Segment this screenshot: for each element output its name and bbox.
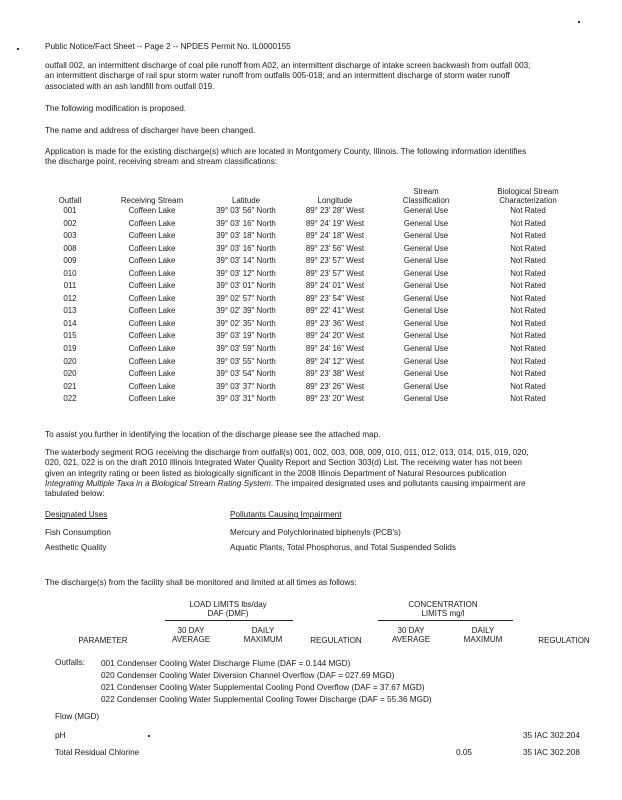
col-outfall: Outfall bbox=[58, 195, 82, 205]
waterbody-line-rest: . The impaired designated uses and pollutants causing impairment are bbox=[270, 478, 526, 488]
outfall-row bbox=[38, 318, 584, 331]
cell-biological: Not Rated bbox=[510, 394, 546, 404]
cell-receiving-stream: Coffeen Lake bbox=[128, 206, 176, 215]
param-regulation: 35 IAC 302.204 bbox=[523, 731, 580, 740]
outfall-row bbox=[38, 305, 584, 318]
designated-uses-header: Designated Uses bbox=[45, 510, 108, 519]
outfall-row bbox=[38, 280, 584, 293]
cell-receiving-stream: Coffeen Lake bbox=[128, 369, 176, 379]
waterbody-paragraph bbox=[45, 448, 590, 499]
conc-daily-line1: DAILY bbox=[471, 626, 495, 635]
cell-classification: General Use bbox=[403, 331, 449, 341]
load-limits-rule bbox=[165, 620, 293, 621]
cell-outfall: 011 bbox=[63, 281, 77, 291]
col-biological-line2: Characterization bbox=[499, 195, 557, 205]
cell-receiving-stream: Coffeen Lake bbox=[128, 331, 176, 341]
waterbody-line: 020, 021, 022 is on the draft 2010 Illinois Integrated Water Quality Report and Section 303(d) List. The receiving water has not been bbox=[45, 458, 522, 468]
load-daily-line1: DAILY bbox=[251, 626, 275, 635]
cell-longitude: 89° 23' 28" West bbox=[305, 206, 365, 215]
cell-receiving-stream: Coffeen Lake bbox=[128, 281, 176, 291]
application-paragraph bbox=[45, 147, 590, 168]
load-daily-line2: MAXIMUM bbox=[243, 635, 283, 645]
outfall-row bbox=[38, 368, 584, 381]
scan-speck bbox=[578, 21, 580, 23]
regulation-header-1: REGULATION bbox=[310, 636, 362, 645]
cell-biological: Not Rated bbox=[510, 344, 546, 354]
outfall-row bbox=[38, 243, 584, 256]
cell-classification: General Use bbox=[403, 281, 449, 291]
monitored-paragraph: The discharge(s) from the facility shall be monitored and limited at all times as follows: bbox=[45, 578, 357, 587]
outfall-description-list bbox=[101, 658, 432, 706]
outfall-row bbox=[38, 381, 584, 394]
map-paragraph: To assist you further in identifying the location of the discharge please see the attached map. bbox=[45, 430, 381, 439]
cell-longitude: 89° 24' 19" West bbox=[305, 218, 365, 228]
cell-outfall: 008 bbox=[63, 243, 77, 253]
cell-longitude: 89° 23' 54" West bbox=[305, 293, 365, 303]
cell-biological: Not Rated bbox=[510, 356, 546, 366]
cell-outfall: 019 bbox=[63, 344, 77, 354]
outfall-row bbox=[38, 393, 584, 406]
outfall-row bbox=[38, 205, 584, 218]
parameter-header: PARAMETER bbox=[78, 636, 128, 645]
cell-longitude: 89° 23' 26" West bbox=[305, 381, 365, 391]
cell-latitude: 39° 03' 31" North bbox=[216, 394, 276, 404]
cell-longitude: 89° 23' 20" West bbox=[305, 394, 365, 404]
scan-speck bbox=[148, 735, 150, 737]
outfall-row bbox=[38, 230, 584, 243]
cell-outfall: 013 bbox=[63, 306, 77, 316]
outfall-row bbox=[38, 255, 584, 268]
cell-outfall: 022 bbox=[63, 394, 77, 404]
cell-outfall: 009 bbox=[63, 256, 77, 266]
cell-biological: Not Rated bbox=[510, 318, 546, 328]
pollutant: Mercury and Polychlorinated biphenyls (PCB's) bbox=[230, 528, 401, 537]
cell-longitude: 89° 23' 36" West bbox=[305, 318, 365, 328]
cell-classification: General Use bbox=[403, 206, 449, 215]
outfall-row bbox=[38, 343, 584, 356]
intro-line: an intermittent discharge of rail spur storm water runoff from outfalls 005-018; and an intermittent discharge of storm water runoff bbox=[45, 71, 510, 81]
application-line: the discharge point, receiving stream and stream classifications: bbox=[45, 157, 278, 167]
outfall-description: 021 Condenser Cooling Water Supplemental Cooling Pond Overflow (DAF = 37.67 MGD) bbox=[101, 683, 425, 692]
waterbody-line: The waterbody segment ROG receiving the discharge from outfall(s) 001, 002, 003, 008, 009, 010, 011, 012, 013, 014, 015, 019, 020, bbox=[45, 448, 529, 457]
param-regulation: 35 IAC 302.208 bbox=[523, 748, 580, 757]
cell-receiving-stream: Coffeen Lake bbox=[128, 356, 176, 366]
cell-longitude: 89° 23' 57" West bbox=[305, 268, 365, 278]
col-classification-line1: Stream bbox=[413, 186, 439, 196]
load-limits-line2: DAF (DMF) bbox=[207, 609, 249, 619]
cell-classification: General Use bbox=[403, 268, 449, 278]
cell-latitude: 39° 03' 16" North bbox=[216, 218, 276, 228]
cell-biological: Not Rated bbox=[510, 281, 546, 291]
outfall-table bbox=[38, 185, 584, 406]
load-30-day-line2: AVERAGE bbox=[171, 635, 211, 645]
conc-30-day-header bbox=[380, 626, 442, 644]
designated-use: Fish Consumption bbox=[45, 528, 111, 537]
cell-biological: Not Rated bbox=[510, 206, 546, 215]
pollutants-header: Pollutants Causing Impairment bbox=[230, 510, 342, 519]
cell-receiving-stream: Coffeen Lake bbox=[128, 231, 176, 241]
outfall-description: 020 Condenser Cooling Water Diversion Channel Overflow (DAF = 027.69 MGD) bbox=[101, 671, 395, 680]
param-name: pH bbox=[55, 731, 66, 740]
cell-receiving-stream: Coffeen Lake bbox=[128, 243, 176, 253]
cell-latitude: 39° 03' 56" North bbox=[216, 206, 276, 215]
cell-receiving-stream: Coffeen Lake bbox=[128, 268, 176, 278]
cell-classification: General Use bbox=[403, 344, 449, 354]
intro-line: outfall 002, an intermittent discharge of coal pile runoff from A02, an intermittent discharge of intake screen backwash from outfall 003; bbox=[45, 61, 531, 70]
cell-biological: Not Rated bbox=[510, 306, 546, 316]
concentration-line2: LIMITS mg/l bbox=[421, 609, 465, 619]
cell-biological: Not Rated bbox=[510, 256, 546, 266]
cell-biological: Not Rated bbox=[510, 231, 546, 241]
load-limits-header bbox=[168, 600, 288, 618]
waterbody-line: given an integrity rating or been listed as biologically significant in the 2008 Illinois Department of Natural Resources publication bbox=[45, 468, 507, 478]
outfall-table-header bbox=[38, 185, 584, 205]
conc-daily-header bbox=[452, 626, 514, 644]
cell-latitude: 39° 03' 16" North bbox=[216, 243, 276, 253]
cell-latitude: 39° 02' 57" North bbox=[216, 293, 276, 303]
col-longitude: Longitude bbox=[317, 195, 353, 205]
cell-classification: General Use bbox=[403, 394, 449, 404]
cell-receiving-stream: Coffeen Lake bbox=[128, 293, 176, 303]
outfalls-label: Outfalls: bbox=[55, 658, 86, 667]
cell-outfall: 001 bbox=[63, 206, 77, 215]
modification-paragraph: The following modification is proposed. bbox=[45, 104, 187, 113]
cell-classification: General Use bbox=[403, 293, 449, 303]
cell-receiving-stream: Coffeen Lake bbox=[128, 381, 176, 391]
outfall-row bbox=[38, 330, 584, 343]
concentration-rule bbox=[378, 620, 513, 621]
param-conc-average: 0.05 bbox=[456, 748, 472, 757]
cell-latitude: 39° 03' 18" North bbox=[216, 231, 276, 241]
designated-use: Aesthetic Quality bbox=[45, 543, 107, 552]
cell-classification: General Use bbox=[403, 369, 449, 379]
pollutant: Aquatic Plants, Total Phosphorus, and Total Suspended Solids bbox=[230, 543, 456, 552]
cell-outfall: 015 bbox=[63, 331, 77, 341]
cell-latitude: 39° 02' 39" North bbox=[216, 306, 276, 316]
cell-latitude: 39° 03' 55" North bbox=[216, 356, 276, 366]
cell-classification: General Use bbox=[403, 231, 449, 241]
cell-longitude: 89° 22' 41" West bbox=[305, 306, 365, 316]
cell-outfall: 021 bbox=[63, 381, 77, 391]
cell-biological: Not Rated bbox=[510, 331, 546, 341]
col-classification bbox=[380, 185, 472, 205]
cell-longitude: 89° 24' 01" West bbox=[305, 281, 365, 291]
cell-longitude: 89° 24' 16" West bbox=[305, 344, 365, 354]
cell-receiving-stream: Coffeen Lake bbox=[128, 344, 176, 354]
load-limits-line1: LOAD LIMITS lbs/day bbox=[189, 600, 267, 609]
param-name: Total Residual Chlorine bbox=[55, 748, 140, 757]
cell-classification: General Use bbox=[403, 318, 449, 328]
conc-30-day-line1: 30 DAY bbox=[397, 626, 425, 635]
cell-outfall: 010 bbox=[63, 268, 77, 278]
outfall-row bbox=[38, 218, 584, 231]
concentration-line1: CONCENTRATION bbox=[408, 600, 478, 609]
cell-receiving-stream: Coffeen Lake bbox=[128, 394, 176, 404]
outfall-description: 001 Condenser Cooling Water Discharge Flume (DAF = 0.144 MGD) bbox=[101, 659, 351, 668]
cell-outfall: 020 bbox=[63, 356, 77, 366]
cell-receiving-stream: Coffeen Lake bbox=[128, 318, 176, 328]
cell-receiving-stream: Coffeen Lake bbox=[128, 306, 176, 316]
outfall-row bbox=[38, 293, 584, 306]
page-header: Public Notice/Fact Sheet -- Page 2 -- NPDES Permit No. IL0000155 bbox=[45, 42, 291, 51]
col-classification-line2: Classification bbox=[402, 195, 450, 205]
application-line: Application is made for the existing discharge(s) which are located in Montgomery County, Illinois. The following information identifies bbox=[45, 147, 527, 156]
cell-longitude: 89° 24' 18" West bbox=[305, 231, 365, 241]
cell-outfall: 014 bbox=[63, 318, 77, 328]
cell-latitude: 39° 03' 37" North bbox=[216, 381, 276, 391]
conc-daily-line2: MAXIMUM bbox=[463, 635, 503, 645]
scan-speck bbox=[17, 48, 19, 50]
cell-longitude: 89° 24' 20" West bbox=[305, 331, 365, 341]
cell-latitude: 39° 03' 54" North bbox=[216, 369, 276, 379]
col-receiving-stream: Receiving Stream bbox=[120, 195, 184, 205]
cell-latitude: 39° 03' 19" North bbox=[216, 331, 276, 341]
cell-latitude: 39° 03' 01" North bbox=[216, 281, 276, 291]
cell-biological: Not Rated bbox=[510, 218, 546, 228]
name-address-paragraph: The name and address of discharger have been changed. bbox=[45, 126, 256, 135]
intro-line: associated with an ash landfill from outfall 019. bbox=[45, 81, 215, 91]
cell-classification: General Use bbox=[403, 306, 449, 316]
conc-30-day-line2: AVERAGE bbox=[391, 635, 431, 645]
cell-receiving-stream: Coffeen Lake bbox=[128, 218, 176, 228]
cell-longitude: 89° 23' 57" West bbox=[305, 256, 365, 266]
cell-longitude: 89° 24' 12" West bbox=[305, 356, 365, 366]
waterbody-line: tabulated below: bbox=[45, 489, 105, 498]
param-name: Flow (MGD) bbox=[55, 712, 100, 721]
cell-longitude: 89° 23' 56" West bbox=[305, 243, 365, 253]
publication-title: Integrating Multiple Taxa in a Biological Stream Rating System bbox=[45, 478, 271, 488]
intro-paragraph bbox=[45, 61, 590, 92]
col-biological bbox=[472, 185, 584, 205]
cell-latitude: 39° 03' 12" North bbox=[216, 268, 276, 278]
cell-classification: General Use bbox=[403, 356, 449, 366]
cell-outfall: 020 bbox=[63, 369, 77, 379]
cell-classification: General Use bbox=[403, 256, 449, 266]
outfall-row bbox=[38, 356, 584, 369]
cell-biological: Not Rated bbox=[510, 268, 546, 278]
cell-biological: Not Rated bbox=[510, 381, 546, 391]
cell-receiving-stream: Coffeen Lake bbox=[128, 256, 176, 266]
load-daily-header bbox=[232, 626, 294, 644]
cell-classification: General Use bbox=[403, 243, 449, 253]
regulation-header-2: REGULATION bbox=[538, 636, 590, 645]
outfall-table-body bbox=[38, 205, 584, 406]
cell-biological: Not Rated bbox=[510, 369, 546, 379]
cell-outfall: 002 bbox=[63, 218, 77, 228]
cell-biological: Not Rated bbox=[510, 243, 546, 253]
waterbody-line bbox=[45, 479, 590, 489]
cell-classification: General Use bbox=[403, 381, 449, 391]
cell-latitude: 39° 02' 35" North bbox=[216, 318, 276, 328]
col-latitude: Latitude bbox=[231, 195, 261, 205]
cell-longitude: 89° 23' 38" West bbox=[305, 369, 365, 379]
concentration-header bbox=[378, 600, 508, 618]
cell-classification: General Use bbox=[403, 218, 449, 228]
load-30-day-line1: 30 DAY bbox=[177, 626, 205, 635]
cell-biological: Not Rated bbox=[510, 293, 546, 303]
cell-latitude: 39° 03' 59" North bbox=[216, 344, 276, 354]
cell-outfall: 003 bbox=[63, 231, 77, 241]
load-30-day-header bbox=[160, 626, 222, 644]
outfall-description: 022 Condenser Cooling Water Supplemental Cooling Tower Discharge (DAF = 55.36 MGD) bbox=[101, 695, 432, 704]
outfall-row bbox=[38, 268, 584, 281]
col-biological-line1: Biological Stream bbox=[497, 186, 559, 196]
cell-latitude: 39° 03' 14" North bbox=[216, 256, 276, 266]
cell-outfall: 012 bbox=[63, 293, 77, 303]
